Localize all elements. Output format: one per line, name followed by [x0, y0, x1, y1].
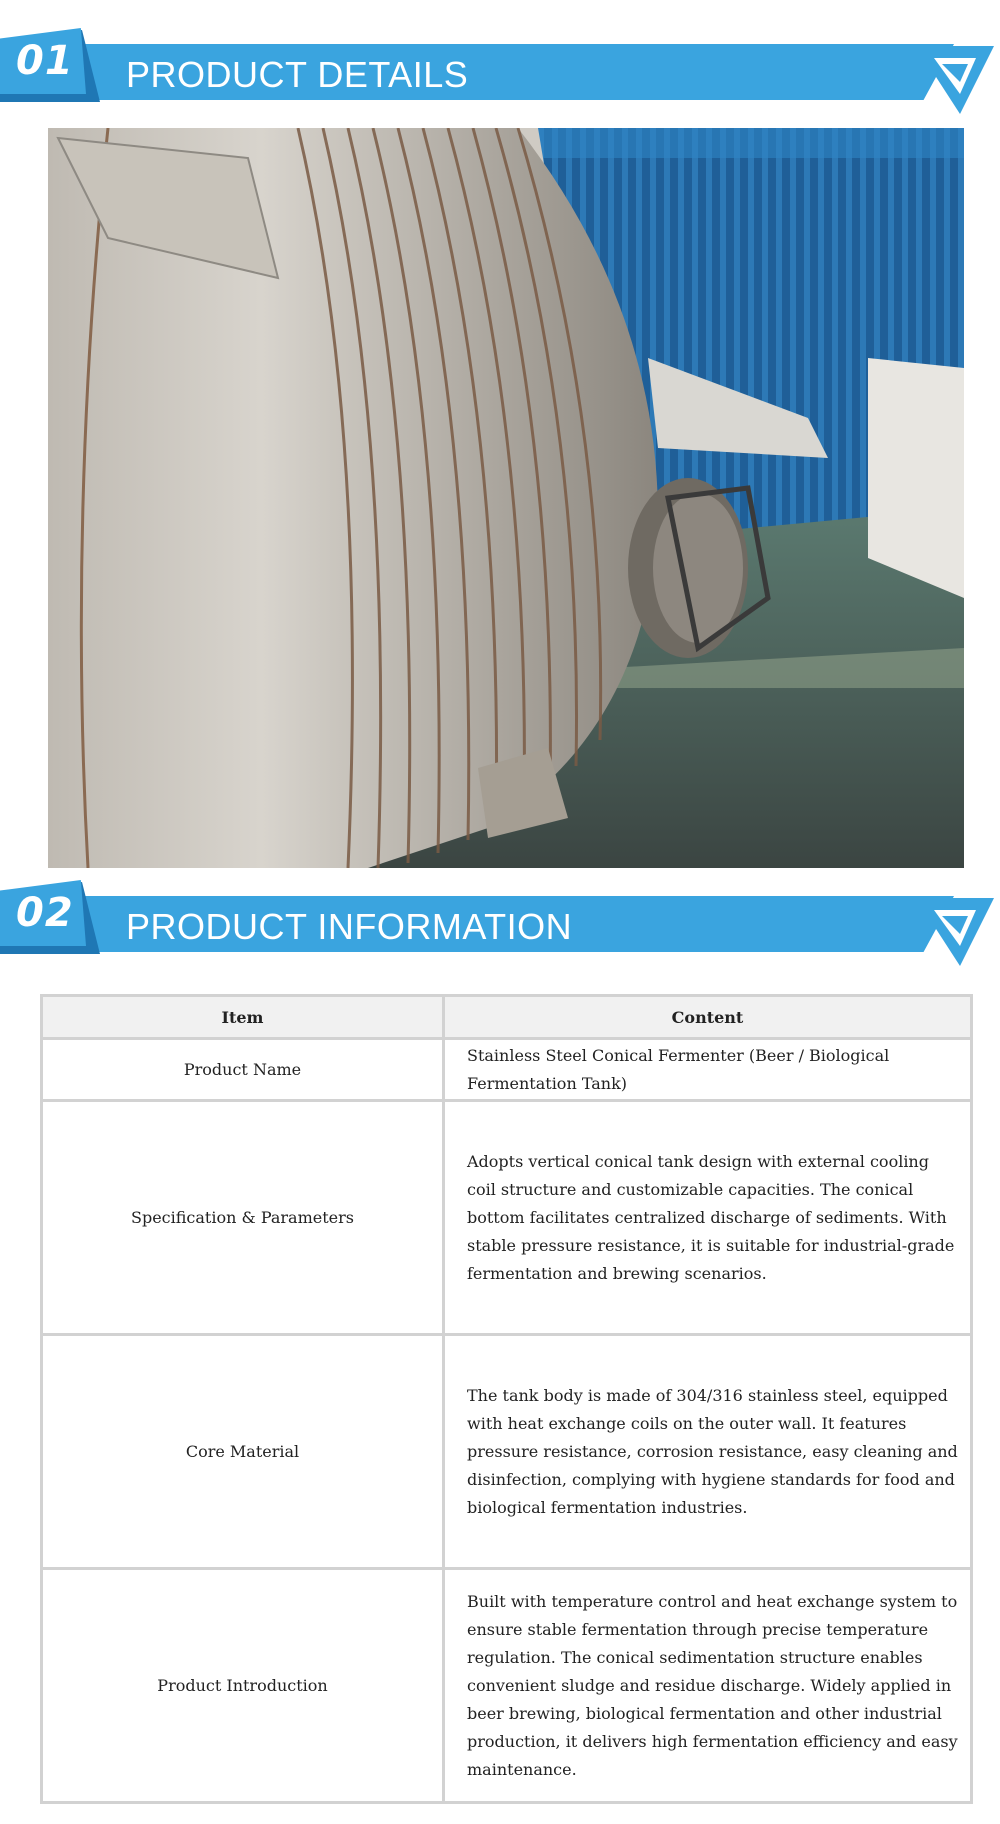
chevron-down-icon	[916, 896, 994, 966]
section-title: PRODUCT INFORMATION	[126, 906, 573, 947]
row-item-label: Product Introduction	[42, 1569, 444, 1803]
table-row	[42, 1569, 972, 1803]
section-banner-product-details	[0, 22, 1000, 132]
row-content: Stainless Steel Conical Fermenter (Beer / Biological Fermentation Tank)	[444, 1039, 972, 1101]
row-content: The tank body is made of 304/316 stainless steel, equipped with heat exchange coils on the outer wall. It features pressure resistance, corrosion resistance, easy cleaning and disinfection, complying with hygiene standards for food and biological fermentation industries.	[444, 1335, 972, 1569]
chevron-down-icon	[916, 44, 994, 114]
row-item-label: Specification & Parameters	[42, 1101, 444, 1335]
table-row	[42, 1039, 972, 1101]
column-header-item: Item	[42, 996, 444, 1039]
row-item-label: Core Material	[42, 1335, 444, 1569]
column-header-content: Content	[444, 996, 972, 1039]
table-row	[42, 1101, 972, 1335]
product-info-table	[40, 994, 973, 1804]
row-content: Adopts vertical conical tank design with external cooling coil structure and customizable capacities. The conical bottom facilitates centralized discharge of sediments. With stable pressure resistance, it is suitable for industrial-grade fermentation and brewing scenarios.	[444, 1101, 972, 1335]
product-photo	[48, 128, 964, 868]
section-banner-product-information	[0, 874, 1000, 984]
row-content: Built with temperature control and heat exchange system to ensure stable fermentation through precise temperature regulation. The conical sedimentation structure enables convenient sludge and residue discharge. Widely applied in beer brewing, biological fermentation and other industrial production, it delivers high fermentation efficiency and easy maintenance.	[444, 1569, 972, 1803]
section-number: 02	[16, 890, 74, 936]
table-row	[42, 1335, 972, 1569]
table-header-row	[42, 996, 972, 1039]
section-title: PRODUCT DETAILS	[126, 54, 469, 95]
row-item-label: Product Name	[42, 1039, 444, 1101]
fermenter-tank-image	[48, 128, 964, 868]
section-number: 01	[16, 38, 74, 84]
